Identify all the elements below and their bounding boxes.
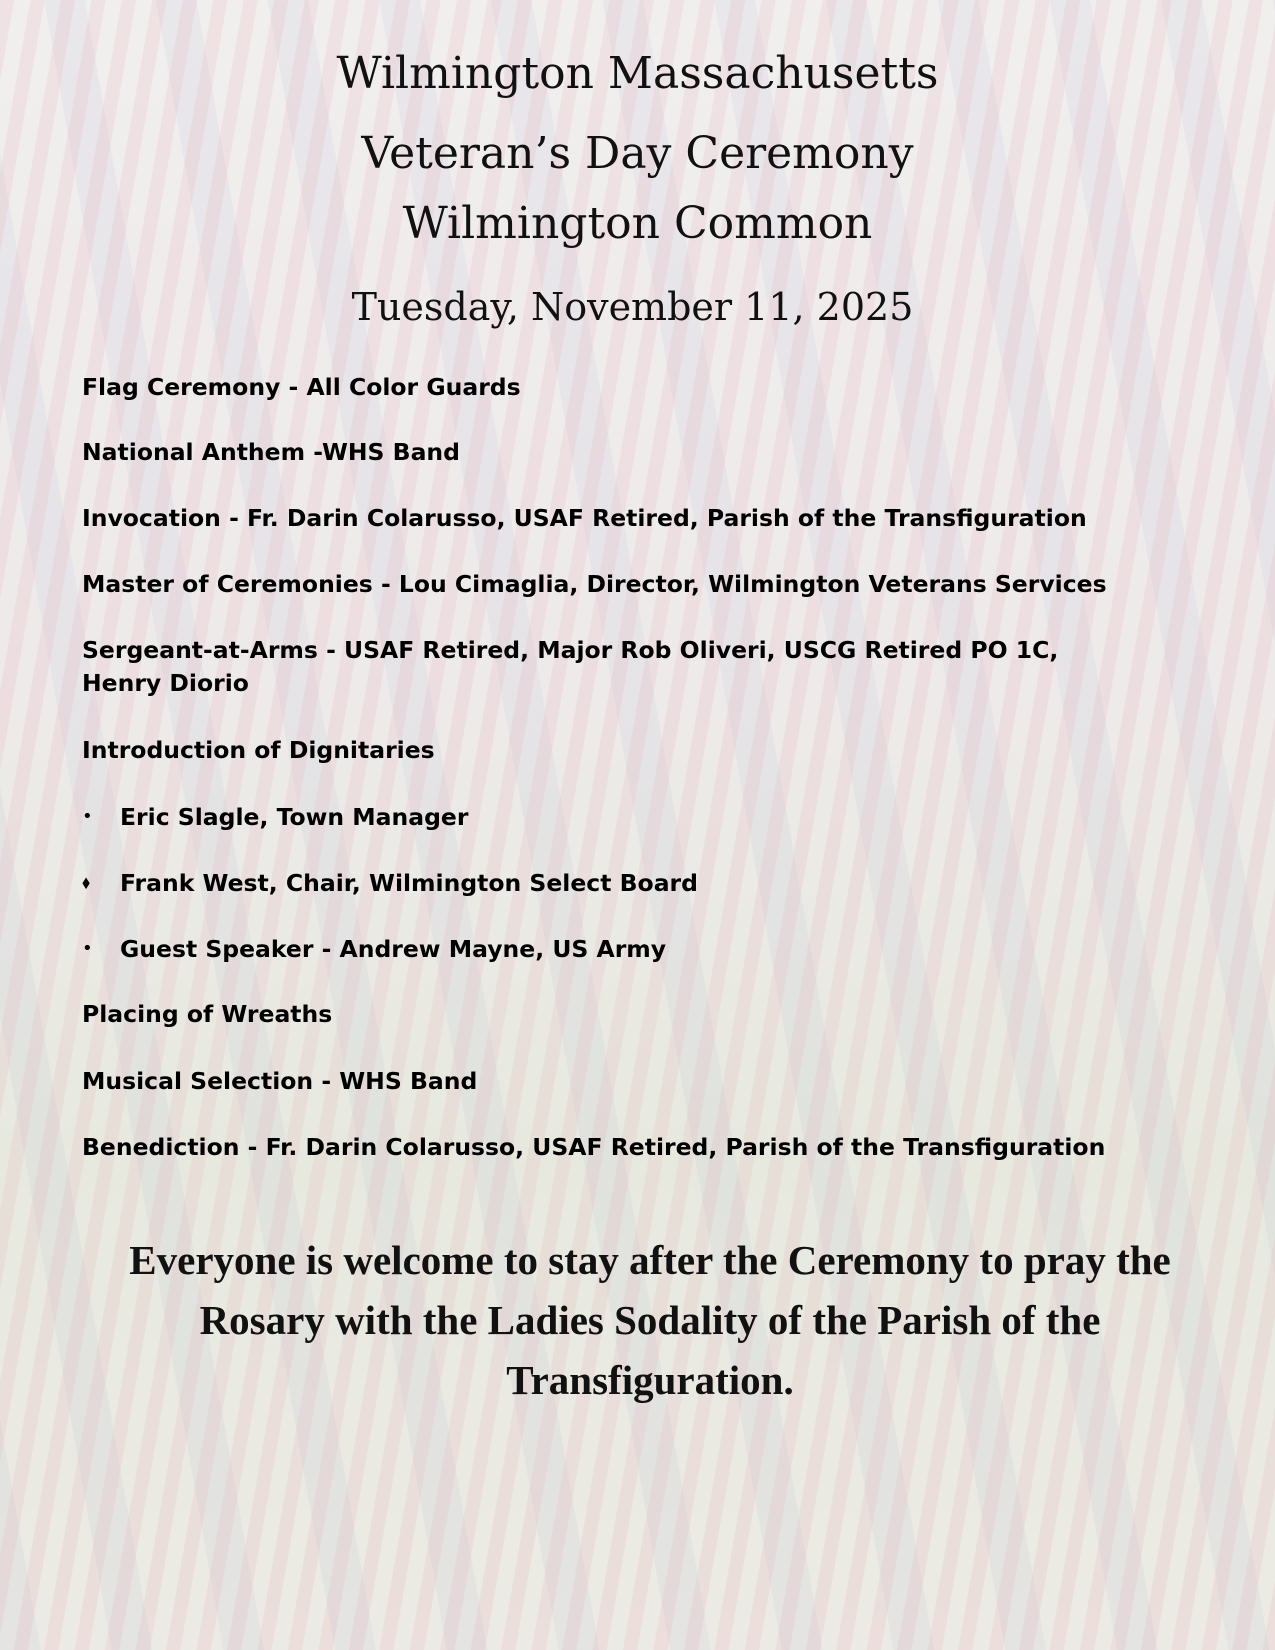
program-item: Introduction of Dignitaries [82, 736, 435, 764]
bullet-icon: • [82, 806, 93, 827]
program-item: Musical Selection - WHS Band [82, 1067, 478, 1095]
program-item: Flag Ceremony - All Color Guards [82, 373, 521, 401]
program-item: Sergeant-at-Arms - USAF Retired, Major Rob Oliveri, USCG Retired PO 1C, [82, 636, 1059, 664]
dignitary-item: Guest Speaker - Andrew Mayne, US Army [120, 935, 667, 963]
program-item-continued: Henry Diorio [82, 669, 249, 697]
program-item: Benediction - Fr. Darin Colarusso, USAF Retired, Parish of the Transfiguration [82, 1133, 1106, 1161]
diamond-bullet-icon: ⬧ [82, 872, 91, 893]
title-location: Wilmington Common [402, 198, 873, 249]
bullet-icon: • [82, 938, 93, 959]
title-ceremony: Veteran’s Day Ceremony [361, 128, 914, 179]
title-town: Wilmington Massachusetts [336, 48, 939, 99]
dignitary-item: Eric Slagle, Town Manager [120, 803, 469, 831]
program-item: Invocation - Fr. Darin Colarusso, USAF Retired, Parish of the Transfiguration [82, 504, 1087, 532]
program-item: National Anthem -WHS Band [82, 438, 460, 466]
closing-invitation: Everyone is welcome to stay after the Ceremony to pray the Rosary with the Ladies Sodality of the Parish of the Transfiguration. [129, 1237, 1171, 1403]
program-item: Placing of Wreaths [82, 1000, 333, 1028]
dignitary-item: Frank West, Chair, Wilmington Select Board [120, 869, 698, 897]
program-item: Master of Ceremonies - Lou Cimaglia, Director, Wilmington Veterans Services [82, 570, 1107, 598]
event-date: Tuesday, November 11, 2025 [351, 285, 914, 329]
